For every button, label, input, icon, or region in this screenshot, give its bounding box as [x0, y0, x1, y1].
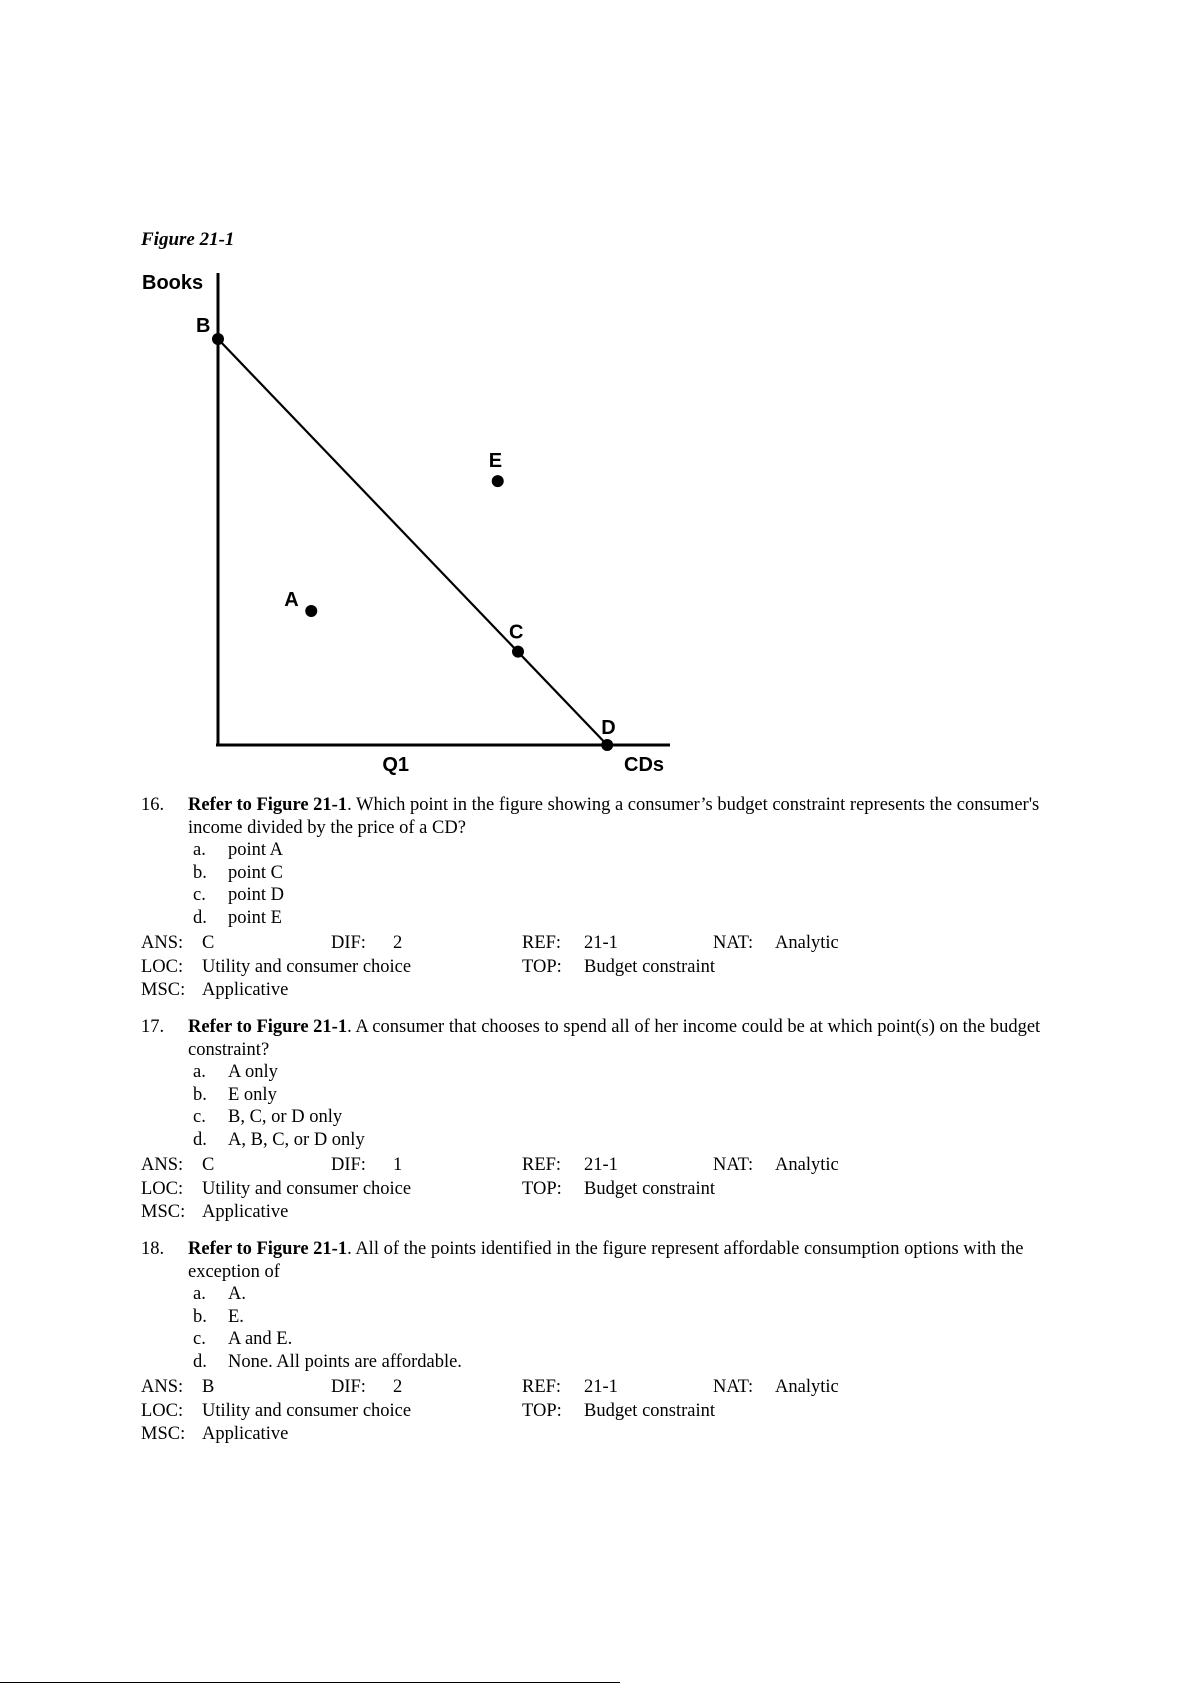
- x-axis-label: CDs: [624, 754, 665, 776]
- point-c-marker: [512, 646, 524, 658]
- question-stem: Refer to Figure 21-1. Which point in the figure showing a consumer’s budget constraint represents the consumer's income divided by the price of a CD?: [188, 795, 1040, 838]
- option-d: d. point E: [193, 907, 282, 928]
- point-d-label: D: [601, 717, 616, 739]
- point-a-marker: [305, 605, 317, 617]
- option-d: d. A, B, C, or D only: [193, 1129, 365, 1150]
- question-stem: Refer to Figure 21-1. All of the points identified in the figure represent affordable consumption options with the exception of: [188, 1239, 1024, 1282]
- point-e-marker: [492, 475, 504, 487]
- option-a: a. A only: [193, 1062, 278, 1082]
- option-b: b. E only: [193, 1084, 277, 1105]
- answer-meta-17: ANS: C DIF: 1 REF: 21-1 NAT: Analytic LOC: Utility and consumer choice TOP: Budget constraint MSC: Applicative: [141, 1155, 839, 1222]
- figure-caption: Figure 21-1: [141, 229, 235, 250]
- option-a: a. A.: [193, 1284, 246, 1304]
- budget-constraint-chart: [0, 0, 1191, 800]
- question-16: [141, 794, 1061, 929]
- question-stem: Refer to Figure 21-1. A consumer that chooses to spend all of her income could be at which point(s) on the budget constraint?: [188, 1017, 1041, 1060]
- point-b-marker: [212, 333, 224, 345]
- point-b-label: B: [196, 315, 211, 337]
- option-d: d. None. All points are affordable.: [193, 1351, 462, 1372]
- question-number: 16.: [141, 795, 165, 815]
- point-a-label: A: [284, 589, 299, 612]
- option-c: c. A and E.: [193, 1329, 293, 1349]
- option-c: c. B, C, or D only: [193, 1107, 343, 1127]
- point-c-label: C: [509, 621, 524, 644]
- option-b: b. point C: [193, 862, 283, 883]
- point-d-marker: [601, 739, 613, 751]
- answer-meta-18: ANS: B DIF: 2 REF: 21-1 NAT: Analytic LOC: Utility and consumer choice TOP: Budget constraint MSC: Applicative: [141, 1377, 839, 1444]
- y-axis-label: Books: [142, 272, 204, 294]
- answer-meta-16: ANS: C DIF: 2 REF: 21-1 NAT: Analytic LOC: Utility and consumer choice TOP: Budget constraint MSC: Applicative: [141, 933, 839, 1000]
- option-b: b. E.: [193, 1306, 244, 1327]
- budget-line: [218, 339, 607, 745]
- question-17: [141, 1016, 1061, 1151]
- x-tick-q1-label: Q1: [382, 754, 410, 776]
- question-18: [141, 1238, 1061, 1373]
- option-c: c. point D: [193, 885, 285, 905]
- page-footer-rule: [0, 1682, 620, 1683]
- question-number: 18.: [141, 1239, 165, 1259]
- question-number: 17.: [141, 1017, 165, 1037]
- point-e-label: E: [488, 450, 503, 473]
- option-a: a. point A: [193, 840, 283, 860]
